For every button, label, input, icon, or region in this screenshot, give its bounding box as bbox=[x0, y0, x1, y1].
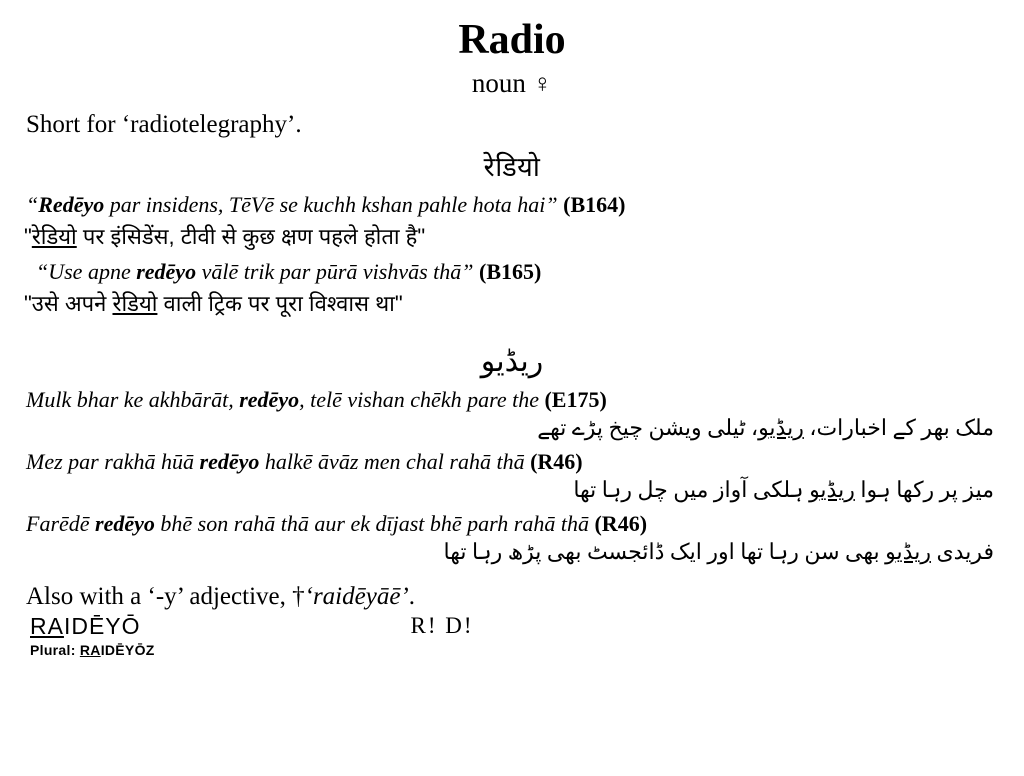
citation-roman bbox=[26, 387, 1024, 413]
gloss-text: Short for ‘radiotelegraphy’. bbox=[26, 111, 302, 139]
citation-script-pre: فریدی bbox=[930, 539, 994, 565]
citation-roman-post: bhē son rahā thā aur ek dījast bhē parh rahā thā bbox=[154, 511, 595, 537]
citation-script-post: ، ٹیلی ویشن چیخ پڑے تھے bbox=[537, 415, 759, 441]
citation-roman-post: vālē trik par pūrā vishvās thā” bbox=[196, 259, 480, 285]
plural-stress: RA bbox=[79, 642, 101, 659]
citation-roman-keyword: redēyo bbox=[199, 449, 260, 475]
citation-roman bbox=[36, 259, 1024, 285]
citation-script-post: वाली ट्रिक पर पूरा विश्वास था" bbox=[157, 291, 403, 317]
citation-script-post: ہلکی آواز میں چل رہا تھا bbox=[573, 477, 810, 503]
plural-label: Plural: bbox=[30, 642, 80, 659]
devanagari-heading: रेडियो bbox=[483, 152, 541, 183]
dictionary-entry-page bbox=[0, 18, 1024, 776]
citation-roman-keyword: Redēyo bbox=[38, 192, 105, 218]
page-title: Radio bbox=[458, 17, 566, 63]
citation-script-keyword: ریڈیو bbox=[809, 477, 855, 503]
plural-rest: IDĒYŌZ bbox=[100, 642, 155, 659]
citation-script-pre: میز پر رکھا ہوا bbox=[854, 477, 994, 503]
citation-roman-keyword: redēyo bbox=[239, 387, 300, 413]
adjective-note-prefix: Also with a ‘-y’ adjective, † bbox=[26, 583, 305, 611]
romanized-headword-stress: RA bbox=[30, 613, 64, 640]
citation-script-keyword: ریڈیو bbox=[758, 415, 804, 441]
citation-script-pre: " bbox=[24, 224, 32, 250]
citation-roman bbox=[26, 449, 1024, 475]
citation-script-post: بھی سن رہا تھا اور ایک ڈائجسٹ بھی پڑھ رہا تھا bbox=[443, 539, 886, 565]
romanization-row bbox=[30, 613, 1024, 640]
citation-roman-pre: Mulk bhar ke akhbārāt, bbox=[26, 387, 240, 413]
citation-script-pre: "उसे अपने bbox=[24, 291, 113, 317]
citation-urdu bbox=[0, 415, 994, 441]
urdu-heading: ریڈیو bbox=[480, 345, 544, 379]
citation-reference: (R46) bbox=[594, 511, 648, 537]
part-of-speech: noun bbox=[471, 68, 526, 99]
citation-roman bbox=[26, 192, 1024, 218]
citation-roman-pre: “Use apne bbox=[36, 259, 137, 285]
citation-script-post: पर इंसिडेंस, टीवी से कुछ क्षण पहले होता है" bbox=[76, 224, 426, 250]
citation-roman-post: par insidens, TēVē se kuchh kshan pahle hota hai” bbox=[104, 192, 564, 218]
citation-urdu bbox=[0, 477, 994, 503]
citation-script-pre: ملک بھر کے اخبارات، bbox=[803, 415, 994, 441]
citation-devanagari bbox=[24, 221, 1024, 251]
citation-devanagari bbox=[24, 288, 1024, 318]
romanized-headword-rest: IDĒYŌ bbox=[63, 613, 141, 640]
citation-urdu bbox=[0, 539, 994, 565]
citation-roman-pre: Mez par rakhā hūā bbox=[26, 449, 200, 475]
citation-roman-post: , telē vishan chēkh pare the bbox=[299, 387, 545, 413]
citation-roman-pre: Farēdē bbox=[26, 511, 96, 537]
citation-reference: (R46) bbox=[530, 449, 583, 475]
citation-roman-post: halkē āvāz men chal rahā thā bbox=[259, 449, 531, 475]
adjective-note-form: ‘raidēyāē’ bbox=[304, 583, 409, 611]
citation-reference: (B165) bbox=[479, 259, 542, 285]
citation-script-keyword: रेडियो bbox=[112, 291, 158, 317]
part-of-speech-line bbox=[0, 68, 1024, 99]
citation-script-keyword: ریڈیو bbox=[885, 539, 931, 565]
citation-roman-pre: “ bbox=[26, 192, 39, 218]
citation-roman-keyword: redēyo bbox=[95, 511, 155, 537]
adjective-note bbox=[26, 583, 1024, 611]
romanized-headword bbox=[30, 613, 141, 640]
citation-script-keyword: रेडियो bbox=[31, 224, 77, 250]
adjective-note-suffix: . bbox=[408, 583, 415, 611]
citation-roman-keyword: redēyo bbox=[136, 259, 197, 285]
citation-reference: (E175) bbox=[544, 387, 607, 413]
plural-line bbox=[30, 642, 1024, 658]
gender-symbol: ♀ bbox=[532, 69, 553, 99]
pronunciation-ipa: R! D! bbox=[410, 613, 474, 639]
citation-roman bbox=[26, 511, 1024, 537]
citation-reference: (B164) bbox=[563, 192, 626, 218]
